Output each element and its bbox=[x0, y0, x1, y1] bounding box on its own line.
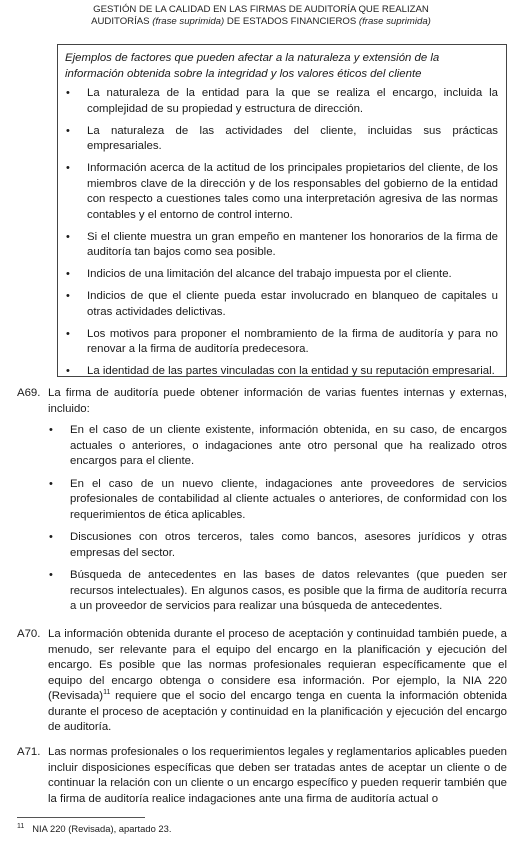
running-header bbox=[0, 4, 522, 28]
list-item-text: En el caso de un cliente existente, información obtenida, en su caso, de encargos actuales o anteriores, o indagaciones ante otro personal que ha realizado otros encargos para el cliente. bbox=[70, 424, 507, 467]
list-item bbox=[48, 477, 507, 524]
sources-list bbox=[17, 423, 507, 615]
footnote-divider bbox=[17, 817, 145, 818]
bullet-icon: • bbox=[66, 230, 70, 243]
examples-list bbox=[65, 86, 498, 380]
list-item bbox=[48, 568, 507, 615]
bullet-icon: • bbox=[49, 569, 53, 581]
paragraph-number: A69. bbox=[17, 387, 41, 399]
paragraph-number: A71. bbox=[17, 746, 41, 758]
list-item bbox=[65, 364, 498, 380]
examples-box-title: Ejemplos de factores que pueden afectar a la naturaleza y extensión de la información obtenida sobre la integridad y los valores éticos del cliente bbox=[65, 52, 440, 80]
list-item bbox=[65, 267, 498, 283]
footnote-reference[interactable]: 11 bbox=[103, 689, 111, 697]
list-item bbox=[65, 86, 498, 117]
list-item-text: La identidad de las partes vinculadas con la entidad y su reputación empresarial. bbox=[87, 365, 495, 377]
list-item bbox=[65, 289, 498, 320]
list-item-text: La naturaleza de las actividades del cliente, incluidas sus prácticas empresariales. bbox=[87, 124, 498, 152]
list-item bbox=[48, 530, 507, 561]
list-item bbox=[48, 423, 507, 470]
list-item-text: Los motivos para proponer el nombramiento de la firma de auditoría y para no renovar a la firma de auditoría predecesora. bbox=[87, 327, 498, 355]
header-text: AUDITORÍAS bbox=[91, 16, 153, 27]
paragraph-text bbox=[48, 627, 507, 736]
bullet-icon: • bbox=[66, 268, 70, 280]
list-item-text: Indicios de una limitación del alcance del trabajo impuesta por el cliente. bbox=[87, 268, 452, 280]
footnote bbox=[17, 823, 171, 835]
list-item-text: Discusiones con otros terceros, tales como bancos, asesores jurídicos y otras empresas del sector. bbox=[70, 531, 507, 559]
footnote-number: 11 bbox=[17, 822, 25, 830]
list-item bbox=[65, 327, 498, 358]
list-item-text: Indicios de que el cliente pueda estar involucrado en blanqueo de capitales u otras actividades delictivas. bbox=[87, 290, 498, 318]
bullet-icon: • bbox=[66, 162, 70, 174]
paragraph-text-part: requiere que el socio del encargo tenga en cuenta la información obtenida durante el proceso de aceptación y continuidad en la planificación y ejecución del encargo de auditoría. bbox=[48, 690, 507, 733]
paragraph-a71 bbox=[17, 745, 507, 807]
footnote-text: NIA 220 (Revisada), apartado 23. bbox=[32, 823, 172, 834]
header-omission-note: (frase suprimida) bbox=[152, 16, 225, 27]
header-text: DE ESTADOS FINANCIEROS bbox=[224, 16, 359, 27]
paragraph-text: Las normas profesionales o los requerimientos legales y reglamentarios aplicables pueden incluir disposiciones específicas que deben ser tratadas antes de aceptar un cliente o de continuar la relación con un cliente o un encargo específico y pueden requerir también que la firma de auditoría realice indagaciones ante una firma de auditoría actual o bbox=[48, 746, 507, 805]
bullet-icon: • bbox=[66, 327, 70, 340]
list-item bbox=[65, 230, 498, 261]
list-item-text: Información acerca de la actitud de los principales propietarios del cliente, de los miembros clave de la dirección y de los responsables del gobierno de la entidad con respecto a cuestiones tales como una interpretación agresiva de las normas contables y el entorno de control interno. bbox=[87, 162, 498, 221]
bullet-icon: • bbox=[49, 477, 53, 490]
header-line-1: GESTIÓN DE LA CALIDAD EN LAS FIRMAS DE AUDITORÍA QUE REALIZAN bbox=[93, 4, 429, 15]
bullet-icon: • bbox=[49, 424, 53, 436]
list-item-text: Si el cliente muestra un gran empeño en mantener los honorarios de la firma de auditoría tan bajos como sea posible. bbox=[87, 230, 498, 258]
bullet-icon: • bbox=[66, 87, 70, 99]
bullet-icon: • bbox=[66, 124, 70, 137]
paragraph-a70 bbox=[17, 627, 507, 736]
header-omission-note: (frase suprimida) bbox=[358, 16, 431, 27]
paragraph-text: La firma de auditoría puede obtener información de varias fuentes internas y externas, incluido: bbox=[48, 387, 507, 415]
bullet-icon: • bbox=[66, 365, 70, 377]
list-item bbox=[65, 161, 498, 223]
list-item-text: En el caso de un nuevo cliente, indagaciones ante proveedores de servicios profesionales de contabilidad al cliente actuales o anteriores, de conformidad con los requerimientos de ética aplicables. bbox=[70, 477, 507, 521]
bullet-icon: • bbox=[66, 290, 70, 302]
examples-box bbox=[57, 44, 507, 377]
paragraph-text-part: La información obtenida durante el proceso de aceptación y continuidad también puede, a menudo, ser relevante para el equipo del encargo en la planificación y ejecución del encargo. Es posible que las normas profesionales requieran específicamente que el equipo del encargo obtenga o considere esa información. Por ejemplo, la NIA 220 (Revisada) bbox=[48, 628, 507, 702]
list-item-text: Búsqueda de antecedentes en las bases de datos relevantes (que pueden ser recursos intelectuales). En algunos casos, es posible que la firma de auditoría recurra a un proveedor de servicios para realizar una búsqueda de antecedentes. bbox=[70, 569, 507, 612]
list-item-text: La naturaleza de la entidad para la que se realiza el encargo, incluida la complejidad de su propiedad y estructura de dirección. bbox=[87, 87, 498, 115]
paragraph-a69 bbox=[17, 386, 507, 622]
bullet-icon: • bbox=[49, 531, 53, 543]
paragraph-number: A70. bbox=[17, 628, 41, 640]
header-line-2 bbox=[0, 16, 522, 28]
list-item bbox=[65, 124, 498, 155]
